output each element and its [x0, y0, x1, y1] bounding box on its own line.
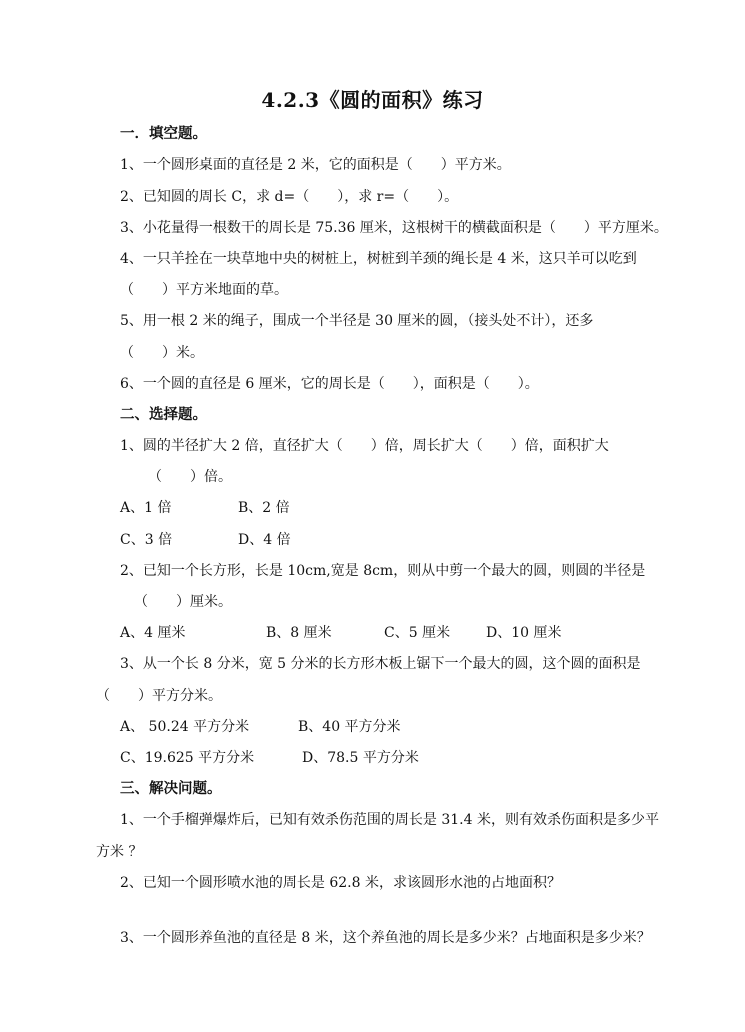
question-2-1-option-d: D、4 倍: [238, 532, 291, 548]
question-1-2: 2、已知圆的周长 C，求 d=（ ），求 r=（ ）。: [120, 189, 459, 205]
question-1-5-line1: 5、用一根 2 米的绳子，围成一个半径是 30 厘米的圆，（接头处不计），还多: [120, 313, 594, 329]
question-3-3: 3、一个圆形养鱼池的直径是 8 米，这个养鱼池的周长是多少米？占地面积是多少米？: [120, 930, 651, 946]
question-3-1-line1: 1、一个手榴弹爆炸后，已知有效杀伤范围的周长是 31.4 米，则有效杀伤面积是多少平: [120, 812, 659, 828]
question-2-3-option-b: B、40 平方分米: [298, 719, 401, 735]
question-2-2-option-c: C、5 厘米: [384, 625, 451, 641]
question-2-2-option-a: A、4 厘米: [120, 625, 186, 641]
question-2-1-option-b: B、2 倍: [238, 500, 290, 516]
question-3-2: 2、已知一个圆形喷水池的周长是 62.8 米，求该圆形水池的占地面积？: [120, 875, 561, 891]
question-1-6: 6、一个圆的直径是 6 厘米，它的周长是（ ），面积是（ ）。: [120, 376, 539, 392]
question-2-3-option-c: C、19.625 平方分米: [120, 750, 255, 766]
question-2-1-option-a: A、1 倍: [120, 500, 172, 516]
question-2-3-option-d: D、78.5 平方分米: [302, 750, 419, 766]
section-heading-fill-blank: 一．填空题。: [120, 125, 207, 142]
question-2-2-line1: 2、已知一个长方形，长是 10cm,宽是 8cm，则从中剪一个最大的圆，则圆的半径是: [120, 563, 646, 579]
question-2-2-option-b: B、8 厘米: [266, 625, 332, 641]
question-2-1-line2: （ ）倍。: [148, 469, 232, 485]
question-1-4-line2: （ ）平方米地面的草。: [120, 282, 288, 298]
question-2-2-option-d: D、10 厘米: [486, 625, 562, 641]
question-2-1-line1: 1、圆的半径扩大 2 倍，直径扩大（ ）倍，周长扩大（ ）倍，面积扩大: [120, 438, 609, 454]
question-1-4-line1: 4、一只羊拴在一块草地中央的树桩上，树桩到羊颈的绳长是 4 米，这只羊可以吃到: [120, 251, 637, 267]
question-2-1-option-c: C、3 倍: [120, 532, 173, 548]
page-title: 4.2.3《圆的面积》练习: [261, 88, 484, 112]
question-1-1: 1、一个圆形桌面的直径是 2 米，它的面积是（ ）平方米。: [120, 157, 511, 173]
question-1-5-line2: （ ）米。: [120, 345, 204, 361]
question-1-3: 3、小花量得一根数干的周长是 75.36 厘米，这根树干的横截面积是（ ）平方厘米。: [120, 220, 668, 236]
question-2-2-line2: （ ）厘米。: [134, 594, 232, 610]
question-2-3-option-a: A、 50.24 平方分米: [120, 719, 250, 735]
question-2-3-line1: 3、从一个长 8 分米，宽 5 分米的长方形木板上锯下一个最大的圆，这个圆的面积是: [120, 656, 641, 672]
section-heading-multiple-choice: 二、选择题。: [120, 406, 207, 423]
section-heading-problem-solving: 三、解决问题。: [120, 780, 222, 797]
question-2-3-line2: （ ）平方分米。: [96, 688, 222, 704]
question-3-1-line2: 方米 ？: [96, 844, 143, 860]
